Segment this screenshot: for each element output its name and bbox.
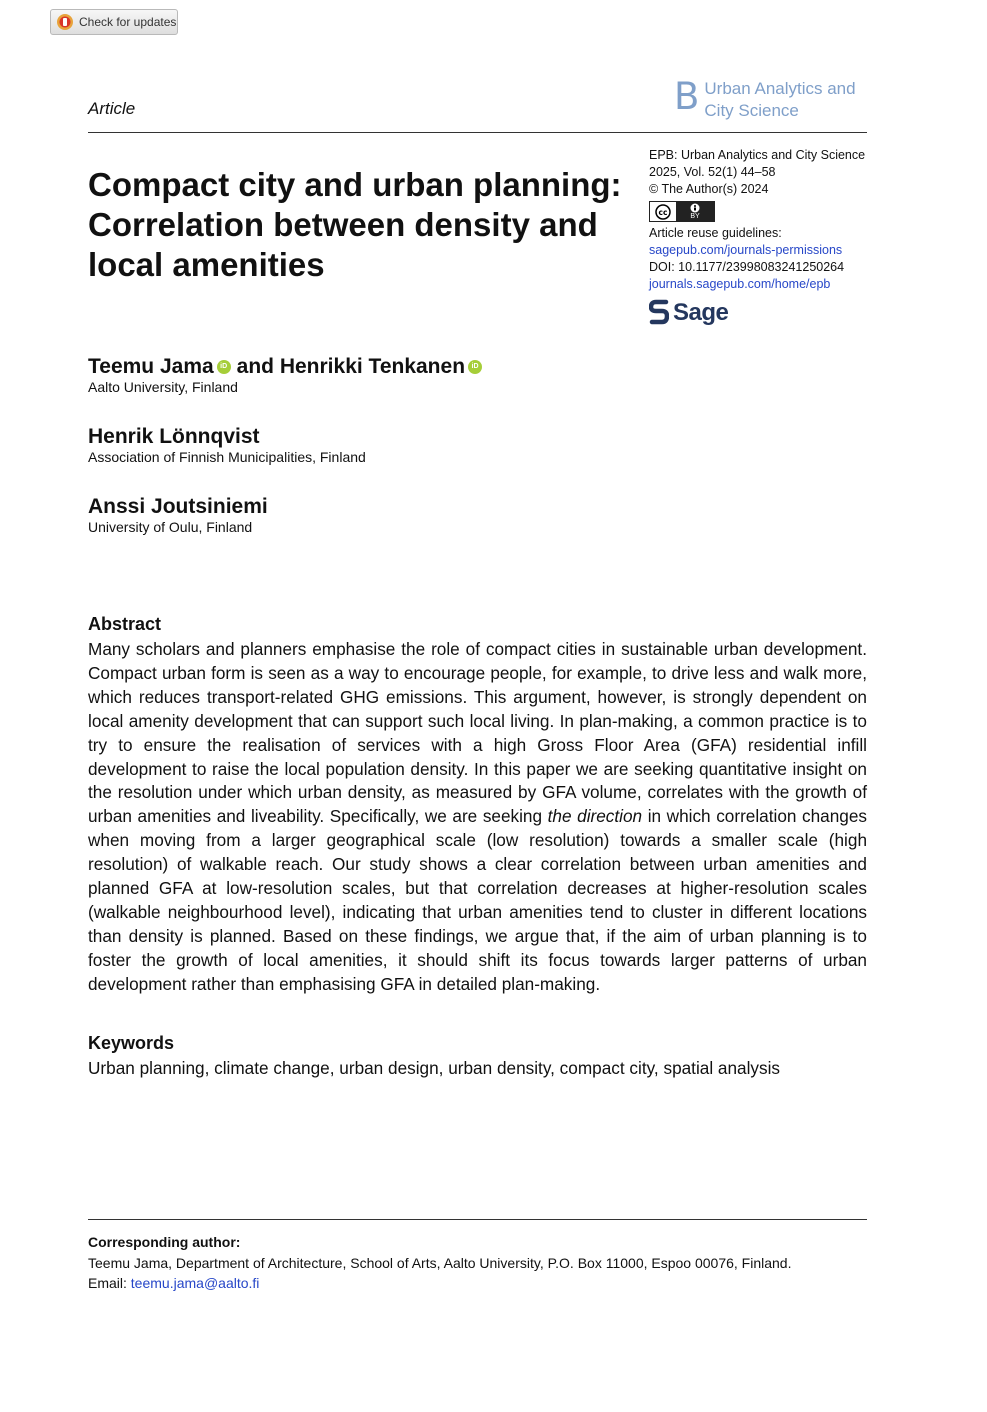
- check-updates-label: Check for updates: [79, 15, 177, 29]
- meta-copyright: © The Author(s) 2024: [649, 182, 769, 196]
- author-block-2: [88, 425, 366, 465]
- cc-icon: [650, 202, 676, 221]
- corresponding-author-details: [88, 1253, 792, 1293]
- reuse-guidelines-link[interactable]: sagepub.com/journals-permissions: [649, 243, 843, 257]
- journal-name-line1: Urban Analytics and: [704, 79, 856, 98]
- author-name: Anssi Joutsiniemi: [88, 495, 268, 518]
- author-affiliation: University of Oulu, Finland: [88, 519, 253, 535]
- paper-title: Compact city and urban planning: Correlation between density and local amenities: [88, 166, 622, 283]
- author-affiliation: Association of Finnish Municipalities, Finland: [88, 449, 366, 465]
- orcid-icon[interactable]: iD: [217, 360, 231, 374]
- check-updates-icon: [56, 13, 74, 31]
- publication-meta: [649, 147, 879, 325]
- journal-homepage-link[interactable]: journals.sagepub.com/home/epb: [649, 277, 831, 291]
- journal-name: [704, 78, 855, 122]
- corresponding-author-heading: Corresponding author:: [88, 1234, 241, 1250]
- author-name: Henrik Lönnqvist: [88, 425, 260, 448]
- journal-logo-letter: B: [674, 75, 700, 118]
- by-attribution-icon: BY: [676, 202, 714, 221]
- abstract-heading: Abstract: [88, 614, 162, 634]
- header-divider: [88, 132, 867, 133]
- meta-reuse-label: Article reuse guidelines:: [649, 226, 782, 240]
- orcid-icon[interactable]: iD: [468, 360, 482, 374]
- sage-logo: [649, 299, 879, 325]
- meta-volume: 2025, Vol. 52(1) 44–58: [649, 165, 776, 179]
- sage-s-icon: [649, 299, 669, 325]
- author-name: Teemu Jama: [88, 355, 214, 378]
- author-block-1: [88, 355, 488, 395]
- keywords-heading: Keywords: [88, 1033, 175, 1053]
- meta-doi: DOI: 10.1177/23998083241250264: [649, 260, 845, 274]
- abstract-emphasis: the direction: [547, 806, 643, 827]
- author-block-3: [88, 495, 268, 535]
- sage-wordmark: Sage: [673, 298, 729, 326]
- meta-journal: EPB: Urban Analytics and City Science: [649, 148, 866, 162]
- journal-name-line2: City Science: [704, 101, 799, 120]
- corresponding-email-link[interactable]: teemu.jama@aalto.fi: [130, 1275, 260, 1291]
- author-affiliation: Aalto University, Finland: [88, 379, 238, 395]
- abstract-text: Many scholars and planners emphasise the role of compact cities in sustainable urban development. Compact urban form is seen as a way to encourage people, for example, to drive less and walk more, which reduces transport-related GHG emissions. This argument, however, is strongly dependent on local amenity development that can support such local living. In plan-making, a common practice is to try to ensure the realisation of services with a high Gross Floor Area (GFA) residential infill development to raise the local population density. In this paper we are seeking quantitative insight on the resolution under which urban density, as measured by GFA volume, correlates with the growth of urban amenities and liveability. Specifically, we are seeking the direction in which correlation changes when moving from a larger geographical scale (low resolution) towards a smaller scale (high resolution) of walkable reach. Our study shows a clear correlation between urban amenities and planned GFA at low-resolution scales, but that correlation decreases at higher-resolution scales (walkable neighbourhood level), indicating that urban amenities tend to cluster in different locations than density is planned. Based on these findings, we argue that, if the aim of urban planning is to foster the growth of local amenities, it should shift its focus towards larger patterns of urban development rather than emphasising GFA in detailed plan-making.: [88, 639, 868, 994]
- author-name: and Henrikki Tenkanen: [236, 355, 466, 378]
- corresponding-address: Teemu Jama, Department of Architecture, School of Arts, Aalto University, P.O. Box 11000, Espoo 00076, Finland.: [88, 1255, 792, 1271]
- journal-logo: [674, 75, 856, 122]
- keywords-list: Urban planning, climate change, urban design, urban density, compact city, spatial analysis: [88, 1058, 781, 1078]
- cc-by-license-badge[interactable]: [649, 201, 715, 222]
- check-for-updates-button[interactable]: [50, 9, 178, 35]
- footer-divider: [88, 1219, 867, 1220]
- svg-text:cc: cc: [658, 207, 668, 217]
- email-label: Email:: [88, 1275, 127, 1291]
- article-type-label: Article: [88, 99, 136, 118]
